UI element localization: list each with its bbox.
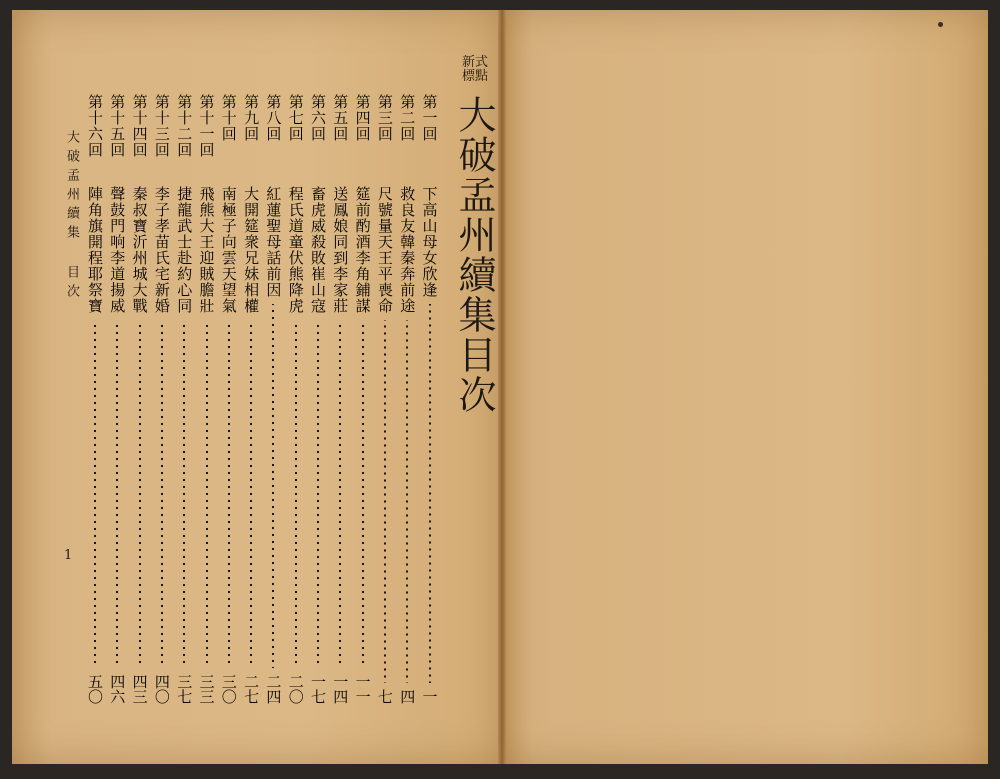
toc-chapter-number: 第十六回: [86, 94, 104, 158]
toc-chapter-title: 下高山母女欣逢: [420, 186, 439, 298]
toc-chapter-number: 第十一回: [197, 94, 216, 158]
toc-page-number: 三三: [197, 674, 216, 704]
toc-entry: [196, 94, 218, 704]
toc-entry: [129, 94, 151, 704]
toc-chapter-number: 第十三回: [152, 94, 171, 158]
toc-page-number: 五〇: [86, 674, 104, 704]
toc-page-number: 二〇: [286, 674, 305, 704]
toc-chapter-number: 第十二回: [175, 94, 194, 158]
toc-chapter-number: 第八回: [264, 94, 283, 142]
toc-entry: [307, 94, 329, 704]
toc-dot-leader: [183, 320, 185, 668]
toc-page-number: 一: [420, 689, 439, 704]
toc-dot-leader: [339, 320, 341, 668]
toc-entry: [374, 94, 396, 704]
toc-page-number: 一四: [331, 674, 350, 704]
toc-chapter-number: 第十五回: [108, 94, 127, 158]
toc-chapter-title: 程氏道童伏熊降虎: [286, 186, 305, 314]
toc-dot-leader: [206, 320, 208, 668]
toc-chapter-title: 送鳳娘同到李家莊: [331, 186, 350, 314]
toc-page-number: 七: [375, 689, 394, 704]
toc-dot-leader: [362, 320, 364, 668]
toc-page-number: 三〇: [219, 674, 238, 704]
toc-page-number: 四: [398, 689, 417, 704]
toc-entry: [285, 94, 307, 704]
page-folio: 1: [64, 548, 73, 563]
toc-chapter-title: 大開筵衆兄妹相權: [242, 186, 261, 314]
title-prefix-line: 標點: [461, 69, 488, 84]
toc-dot-leader: [161, 320, 163, 668]
toc-chapter-number: 第五回: [331, 94, 350, 142]
toc-chapter-number: 第三回: [375, 94, 394, 142]
toc-chapter-title: 南極子向雲天望氣: [219, 186, 238, 314]
toc-dot-leader: [317, 320, 319, 668]
right-page: [502, 10, 988, 764]
toc-page-number: 一一: [353, 674, 372, 704]
toc-entry: [419, 94, 441, 704]
toc-chapter-title: 尺號量天王平喪命: [375, 186, 394, 314]
page-spot: [938, 22, 943, 27]
title-prefix-line: 新式: [461, 55, 488, 70]
toc-chapter-number: 第四回: [353, 94, 372, 142]
toc-entry: [262, 94, 284, 704]
toc-chapter-number: 第六回: [309, 94, 327, 142]
toc-entry: [106, 94, 128, 704]
title-prefix: [455, 56, 495, 84]
toc-dot-leader: [228, 320, 230, 668]
toc-chapter-title: 飛熊大王迎賊膽壯: [197, 186, 216, 314]
toc-dot-leader: [250, 320, 252, 668]
toc-dot-leader: [295, 320, 297, 668]
toc-dot-leader: [94, 320, 96, 668]
toc-page-number: 四三: [130, 674, 149, 704]
toc-chapter-number: 第九回: [242, 94, 261, 142]
toc-chapter-number: 第一回: [420, 94, 439, 142]
toc-dot-leader: [272, 304, 274, 668]
toc-chapter-number: 第七回: [286, 94, 305, 142]
toc-page-number: 四〇: [152, 674, 171, 704]
running-head: 大破孟州續集 目次: [64, 130, 79, 303]
book-gutter: [498, 10, 506, 764]
toc-chapter-title: 陣角旗開程耶祭寶: [86, 186, 104, 314]
toc-chapter-title: 筵前酌酒李角鋪謀: [353, 186, 372, 314]
toc-chapter-title: 救良友韓秦奔前途: [398, 186, 417, 314]
toc-chapter-number: 第二回: [398, 94, 417, 142]
toc-dot-leader: [406, 320, 408, 683]
toc-page-number: 三七: [175, 674, 194, 704]
toc-chapter-number: 第十四回: [130, 94, 149, 158]
toc-entry: [173, 94, 195, 704]
toc-chapter-number: 第十回: [219, 94, 238, 142]
toc-page-number: 二七: [242, 674, 261, 704]
toc-chapter-title: 紅蓮聖母話前因: [264, 186, 283, 298]
toc-entry: [240, 94, 262, 704]
toc-dot-leader: [116, 320, 118, 668]
toc-entry: [352, 94, 374, 704]
table-of-contents: [84, 94, 454, 714]
toc-chapter-title: 捷龍武士赴約心同: [175, 186, 194, 314]
toc-dot-leader: [139, 320, 141, 668]
toc-entry: [218, 94, 240, 704]
toc-entry: [84, 94, 106, 704]
toc-chapter-title: 李子孝苗氏宅新婚: [152, 186, 171, 314]
toc-chapter-title: 畜虎威殺敗崔山寇: [309, 186, 327, 314]
toc-dot-leader: [384, 320, 386, 683]
toc-entry: [329, 94, 351, 704]
toc-page-number: 四六: [108, 674, 127, 704]
toc-page-number: 一七: [309, 674, 327, 704]
toc-chapter-title: 聲鼓門响李道揚威: [108, 186, 127, 314]
toc-dot-leader: [429, 304, 431, 683]
book-title: 大破孟州續集目次: [452, 95, 496, 415]
toc-chapter-title: 秦叔寶沂州城大戰: [130, 186, 149, 314]
toc-entry: [151, 94, 173, 704]
toc-page-number: 二四: [264, 674, 283, 704]
toc-entry: [396, 94, 418, 704]
